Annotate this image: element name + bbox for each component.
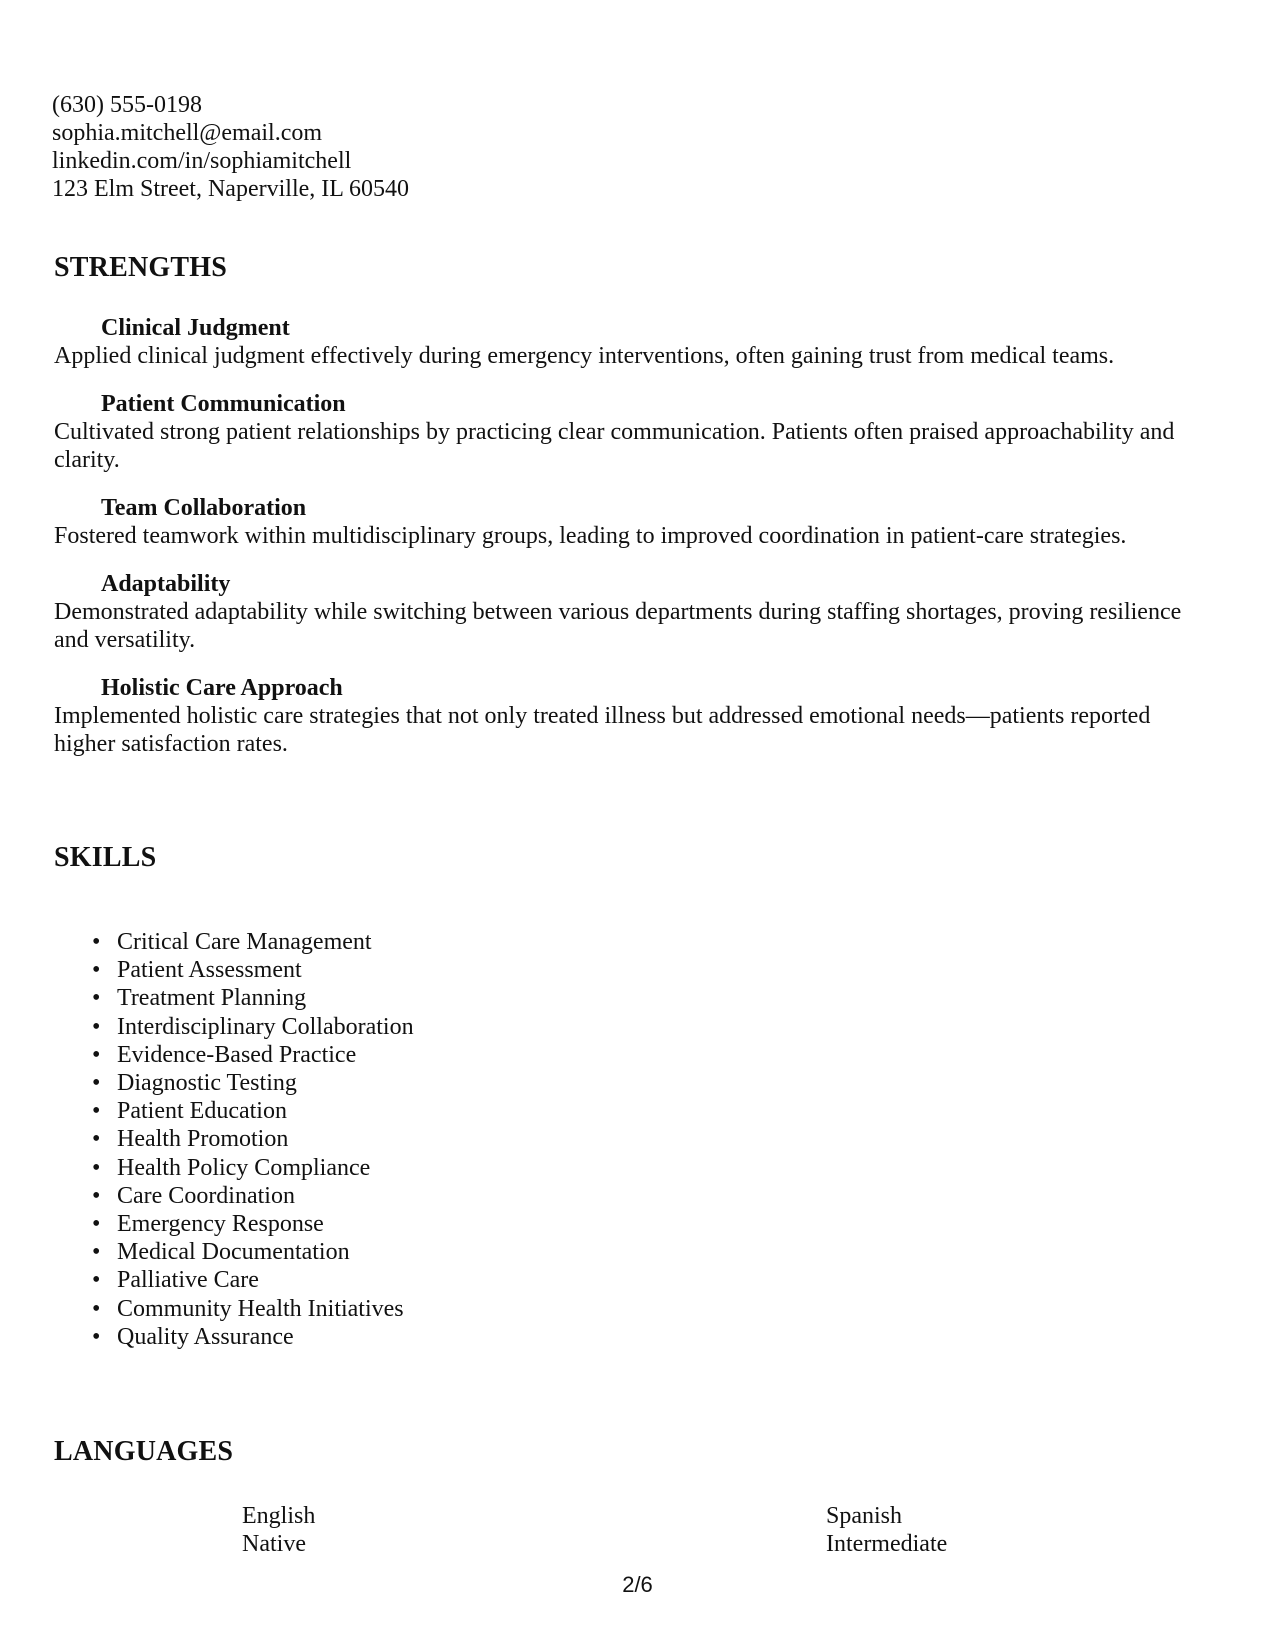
bullet-icon: • (92, 1070, 101, 1097)
bullet-icon: • (92, 1041, 101, 1068)
skill-item (92, 1041, 414, 1069)
strength-item (54, 390, 1214, 474)
skill-label: Emergency Response (117, 1211, 324, 1238)
bullet-icon: • (92, 1211, 101, 1238)
bullet-icon: • (92, 929, 101, 955)
bullet-icon: • (92, 1323, 101, 1350)
bullet-icon: • (92, 1182, 101, 1209)
skill-item (92, 1266, 414, 1294)
strength-title: Clinical Judgment (101, 315, 290, 341)
contact-linkedin: linkedin.com/in/sophiamitchell (52, 148, 352, 174)
strength-item (54, 570, 1214, 654)
strength-item (54, 494, 1214, 550)
bullet-icon: • (92, 1013, 101, 1040)
skill-item (92, 1238, 414, 1266)
skill-item (92, 1295, 414, 1323)
skill-label: Patient Assessment (117, 957, 302, 984)
skill-item (92, 1069, 414, 1097)
language-name: English (242, 1503, 316, 1529)
skill-label: Evidence-Based Practice (117, 1041, 357, 1068)
strength-description: Fostered teamwork within multidisciplinary groups, leading to improved coordination in patient-care strategies. (54, 523, 1127, 549)
bullet-icon: • (92, 985, 101, 1012)
bullet-icon: • (92, 1239, 101, 1266)
skill-label: Health Promotion (117, 1126, 289, 1153)
language-item (826, 1502, 947, 1558)
language-item (242, 1502, 315, 1558)
skill-item (92, 984, 414, 1012)
strength-title: Holistic Care Approach (101, 675, 343, 701)
skill-item (92, 1182, 414, 1210)
skill-label: Patient Education (117, 1098, 287, 1125)
strength-title: Patient Communication (101, 391, 346, 417)
strength-description: Demonstrated adaptability while switching between various departments during staffing shortages, proving resilience and versatility. (54, 599, 1182, 653)
skill-item (92, 1097, 414, 1125)
bullet-icon: • (92, 1098, 101, 1125)
language-name: Spanish (826, 1503, 903, 1529)
bullet-icon: • (92, 1126, 101, 1153)
strength-description: Implemented holistic care strategies that not only treated illness but addressed emotional needs—patients reported higher satisfaction rates. (54, 703, 1151, 757)
strength-item (54, 674, 1214, 758)
skill-label: Diagnostic Testing (117, 1070, 297, 1097)
bullet-icon: • (92, 1154, 101, 1181)
skill-label: Health Policy Compliance (117, 1154, 371, 1181)
page-number: 2/6 (622, 1572, 653, 1597)
bullet-icon: • (92, 957, 101, 984)
contact-email: sophia.mitchell@email.com (52, 120, 323, 146)
strength-title: Adaptability (101, 571, 231, 597)
skill-label: Medical Documentation (117, 1239, 350, 1266)
skill-label: Community Health Initiatives (117, 1295, 404, 1322)
strength-description: Cultivated strong patient relationships by practicing clear communication. Patients often praised approachability and clarity. (54, 419, 1175, 473)
bullet-icon: • (92, 1295, 101, 1322)
contact-block (52, 91, 409, 203)
skill-label: Palliative Care (117, 1267, 259, 1294)
skill-item (92, 928, 414, 956)
language-level: Native (242, 1531, 306, 1557)
strengths-list (54, 314, 1214, 778)
skill-label: Treatment Planning (117, 985, 307, 1012)
strength-title: Team Collaboration (101, 495, 307, 521)
strength-description: Applied clinical judgment effectively during emergency interventions, often gaining trust from medical teams. (54, 343, 1115, 369)
skill-item (92, 1013, 414, 1041)
skill-label: Care Coordination (117, 1182, 295, 1209)
skill-item (92, 1210, 414, 1238)
languages-heading: LANGUAGES (54, 1436, 234, 1467)
skill-label: Interdisciplinary Collaboration (117, 1013, 414, 1040)
contact-phone: (630) 555-0198 (52, 92, 202, 118)
strength-item (54, 314, 1214, 370)
skills-list (92, 928, 414, 1351)
skill-item (92, 1154, 414, 1182)
skill-label: Quality Assurance (117, 1323, 294, 1350)
skill-item (92, 956, 414, 984)
contact-address: 123 Elm Street, Naperville, IL 60540 (52, 176, 410, 202)
strengths-heading: STRENGTHS (54, 252, 227, 283)
skill-item (92, 1323, 414, 1351)
skills-heading: SKILLS (54, 842, 157, 873)
skill-item (92, 1125, 414, 1153)
bullet-icon: • (92, 1267, 101, 1294)
language-level: Intermediate (826, 1531, 948, 1557)
skill-label: Critical Care Management (117, 929, 372, 955)
